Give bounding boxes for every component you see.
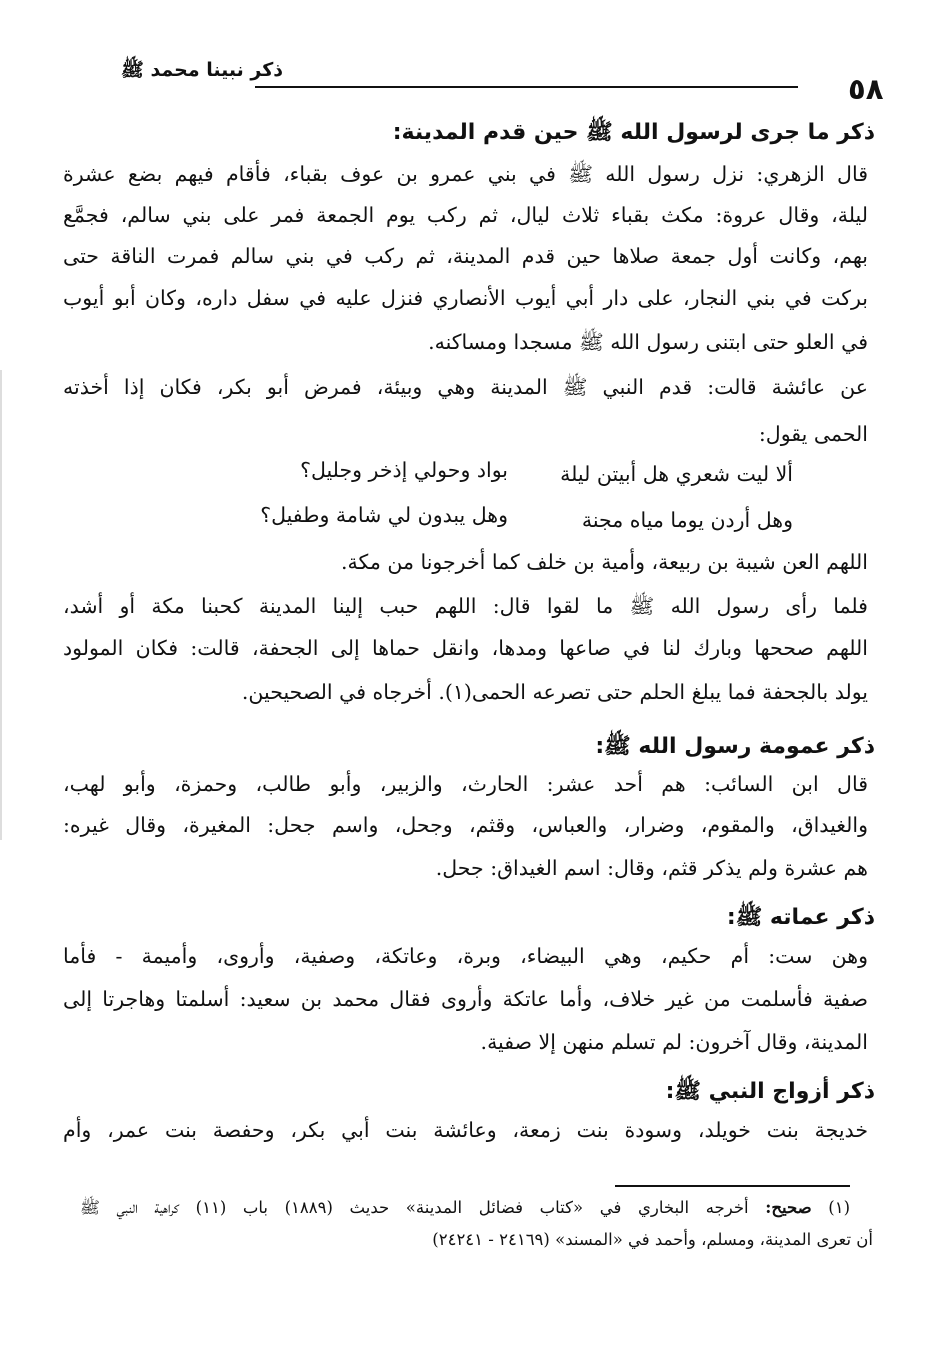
- body-line: الحمى يقول:: [758, 422, 868, 446]
- body-line: يولد بالجحفة فما يبلغ الحلم حتى تصرعه الحمى(١). أخرجاه في الصحيحين.: [241, 680, 868, 704]
- footnote-label: صحيح:: [765, 1198, 812, 1217]
- body-line: وهن ست: أم حكيم، وهي البيضاء، وبرة، وعاتكة، وصفية، وأروى، وأميمة - فأما: [63, 944, 868, 968]
- body-line: في العلو حتى ابتنى رسول الله ﷺ مسجدا ومساكنه.: [428, 330, 868, 354]
- body-line: خديجة بنت خويلد، وسودة بنت زمعة، وعائشة بنت أبي بكر، وحفصة بنت عمر، وأم: [63, 1118, 868, 1142]
- footnote-marker: (١): [828, 1198, 850, 1217]
- body-line: ليلة، وقال عروة: مكث بقباء ثلاث ليال، ثم ركب يوم الجمعة فمر على بني سالم، فجمَّع: [63, 203, 868, 227]
- verse-hemistich: بواد وحولي إذخر وجليل؟: [300, 458, 508, 482]
- body-line: اللهم العن شيبة بن ربيعة، وأمية بن خلف كما أخرجونا من مكة.: [341, 550, 868, 574]
- body-line: بهم، وكانت أول جمعة صلاها حين قدم المدينة، ثم ركب في بني سالم فمرت الناقة حتى: [63, 244, 868, 268]
- section-heading: ذكر عماته ﷺ:: [726, 905, 875, 930]
- body-line: قال ابن السائب: هم أحد عشر: الحارث، والزبير، وأبو طالب، وحمزة، وأبو لهب،: [63, 772, 868, 796]
- verse-hemistich: وهل يبدون لي شامة وطفيل؟: [260, 503, 508, 527]
- section-heading: ذكر أزواج النبي ﷺ:: [665, 1079, 875, 1104]
- section-heading: ذكر ما جرى لرسول الله ﷺ حين قدم المدينة:: [392, 120, 875, 145]
- scan-edge: [0, 370, 2, 840]
- section-heading: ذكر عمومة رسول الله ﷺ:: [595, 734, 875, 759]
- body-line: قال الزهري: نزل رسول الله ﷺ في بني عمرو بن عوف بقباء، فأقام فيهم بضع عشرة: [63, 162, 868, 186]
- verse-hemistich: وهل أردن يوما مياه مجنة: [581, 508, 793, 532]
- footnote-rule: [615, 1185, 850, 1187]
- body-line: اللهم صححها وبارك لنا في صاعها ومدها، وانقل حماها إلى الجحفة، قالت: فكان المولود: [63, 636, 868, 660]
- body-line: هم عشرة ولم يذكر قثم، وقال: اسم الغيداق: جحل.: [435, 856, 868, 880]
- footnote-text: أخرجه البخاري في «كتاب فضائل المدينة» حديث (١٨٨٩) باب (١١) كراهية النبي ﷺ: [80, 1198, 749, 1217]
- body-line: عن عائشة قالت: قدم النبي ﷺ المدينة وهي وبيئة، فمرض أبو بكر، فكان إذا أخذته: [63, 375, 868, 399]
- running-title: ذكر نبينا محمد ﷺ: [120, 59, 283, 81]
- body-line: صفية فأسلمت من غير خلاف، وأما عاتكة وأروى فقال محمد بن سعيد: أسلمتا وهاجرتا إلى: [63, 987, 869, 1011]
- page-number: ٥٨: [848, 72, 884, 106]
- footnote-line: أن تعرى المدينة، ومسلم، وأحمد في «المسند» (٢٤١٦٩ - ٢٤٢٤١): [432, 1230, 873, 1249]
- footnote-line: [80, 1198, 850, 1222]
- body-line: بركت في بني النجار، على دار أبي أيوب الأنصاري فنزل عليه في سفل داره، وكان أبو أيوب: [63, 286, 868, 310]
- body-line: والغيداق، والمقوم، وضرار، والعباس، وقثم، وجحل، واسم جحل: المغيرة، وقال غيره:: [63, 813, 868, 837]
- header-rule: [255, 86, 798, 88]
- body-line: فلما رأى رسول الله ﷺ ما لقوا قال: اللهم حبب إلينا المدينة كحبنا مكة أو أشد،: [63, 594, 868, 618]
- verse-hemistich: ألا ليت شعري هل أبيتن ليلة: [560, 462, 793, 486]
- body-line: المدينة، وقال آخرون: لم تسلم منهن إلا صفية.: [480, 1030, 868, 1054]
